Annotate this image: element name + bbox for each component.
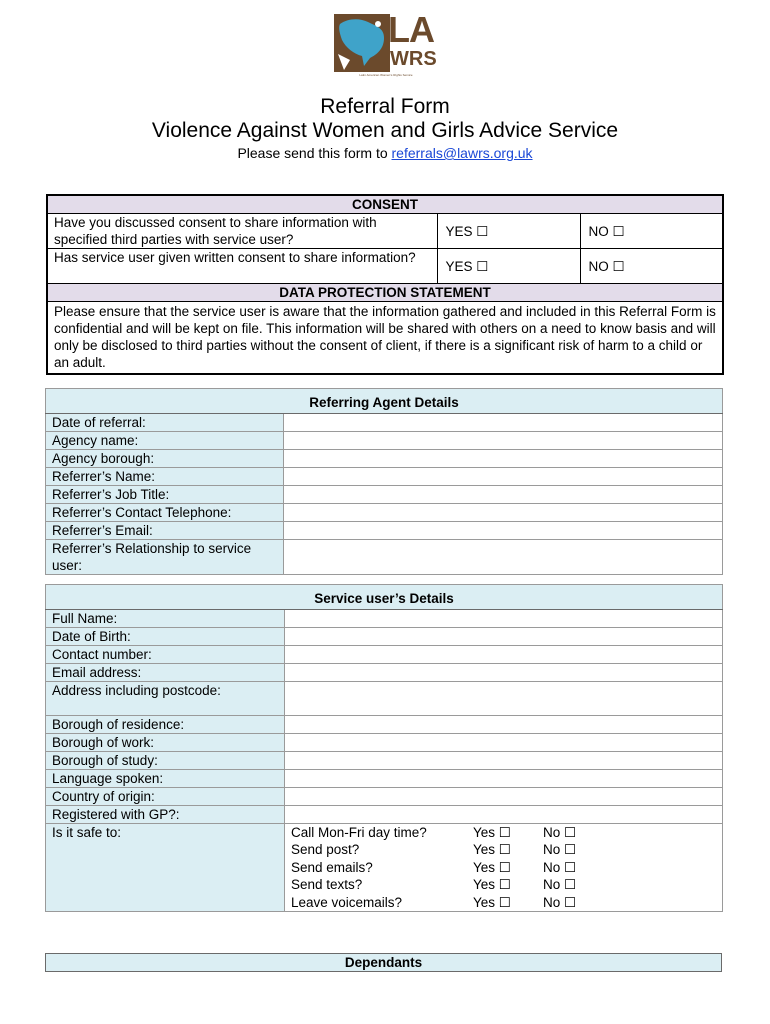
safe-option-label: Send post? — [291, 842, 360, 858]
agency-borough-input[interactable] — [284, 450, 723, 468]
data-protection-heading: DATA PROTECTION STATEMENT — [47, 284, 723, 302]
safe-post-no-checkbox[interactable]: No ☐ — [543, 842, 577, 858]
agency-name-input[interactable] — [284, 432, 723, 450]
safe-call-yes-checkbox[interactable]: Yes ☐ — [473, 825, 511, 840]
country-origin-input[interactable] — [285, 788, 723, 806]
safe-texts-yes-checkbox[interactable]: Yes ☐ — [473, 877, 511, 893]
field-label-full-name: Full Name: — [46, 610, 285, 628]
email-address-input[interactable] — [285, 664, 723, 682]
field-label-address: Address including postcode: — [46, 682, 285, 716]
field-label-referrer-name: Referrer’s Name: — [46, 468, 284, 486]
referrer-telephone-input[interactable] — [284, 504, 723, 522]
referrer-job-title-input[interactable] — [284, 486, 723, 504]
safe-voicemail-no-checkbox[interactable]: No ☐ — [543, 894, 577, 910]
logo-tagline: Latin American Women's Rights Service — [359, 73, 413, 77]
field-label-email-address: Email address: — [46, 664, 285, 682]
referrer-name-input[interactable] — [284, 468, 723, 486]
safe-emails-yes-checkbox[interactable]: Yes ☐ — [473, 859, 511, 875]
referrer-email-input[interactable] — [284, 522, 723, 540]
safe-option-label: Leave voicemails? — [291, 894, 403, 910]
consent-q1-yes-checkbox[interactable]: YES ☐ — [437, 214, 580, 249]
registered-gp-input[interactable] — [285, 806, 723, 824]
field-label-country-origin: Country of origin: — [46, 788, 285, 806]
field-label-date-of-birth: Date of Birth: — [46, 628, 285, 646]
address-input[interactable] — [285, 682, 723, 716]
consent-table — [46, 194, 724, 375]
referrer-relationship-input[interactable] — [284, 540, 723, 575]
language-input[interactable] — [285, 770, 723, 788]
safe-post-yes-checkbox[interactable]: Yes ☐ — [473, 842, 511, 858]
consent-question-2: Has service user given written consent to share information? — [47, 249, 437, 284]
dependants-table — [45, 953, 722, 972]
date-of-birth-input[interactable] — [285, 628, 723, 646]
send-instruction — [0, 144, 770, 162]
safe-option-label: Call Mon-Fri day time? — [291, 825, 427, 840]
consent-question-1: Have you discussed consent to share information with specified third parties with service user? — [47, 214, 437, 249]
field-label-registered-gp: Registered with GP?: — [46, 806, 285, 824]
field-label-referrer-email: Referrer’s Email: — [46, 522, 284, 540]
safe-contact-options — [285, 824, 723, 912]
full-name-input[interactable] — [285, 610, 723, 628]
safe-call-no-checkbox[interactable]: No ☐ — [543, 825, 577, 840]
logo-emblem-icon — [334, 14, 390, 72]
field-label-agency-name: Agency name: — [46, 432, 284, 450]
safe-emails-no-checkbox[interactable]: No ☐ — [543, 859, 577, 875]
referring-agent-table — [45, 388, 723, 575]
borough-residence-input[interactable] — [285, 716, 723, 734]
field-label-borough-study: Borough of study: — [46, 752, 285, 770]
safe-texts-no-checkbox[interactable]: No ☐ — [543, 877, 577, 893]
field-label-referrer-job-title: Referrer’s Job Title: — [46, 486, 284, 504]
consent-heading: CONSENT — [47, 195, 723, 214]
safe-option-label: Send emails? — [291, 859, 373, 875]
field-label-referrer-relationship: Referrer’s Relationship to service user: — [46, 540, 284, 575]
service-user-table — [45, 584, 723, 912]
field-label-language: Language spoken: — [46, 770, 285, 788]
field-label-borough-work: Borough of work: — [46, 734, 285, 752]
send-prefix: Please send this form to — [237, 145, 392, 161]
consent-q2-yes-checkbox[interactable]: YES ☐ — [437, 249, 580, 284]
field-label-is-it-safe: Is it safe to: — [46, 824, 285, 912]
safe-voicemail-yes-checkbox[interactable]: Yes ☐ — [473, 894, 511, 910]
borough-study-input[interactable] — [285, 752, 723, 770]
field-label-referrer-telephone: Referrer’s Contact Telephone: — [46, 504, 284, 522]
field-label-agency-borough: Agency borough: — [46, 450, 284, 468]
data-protection-statement: Please ensure that the service user is aware that the information gathered and included in this Referral Form is confidential and will be kept on file. This information will be shared with others on a need to know basis and will only be disclosed to third parties without the consent of client, if there is a significant risk of harm to a child or an adult. — [47, 302, 723, 375]
page-title: Referral Form — [320, 95, 450, 118]
dependants-heading: Dependants — [46, 954, 722, 972]
safe-option-label: Send texts? — [291, 877, 363, 893]
lawrs-logo — [330, 9, 442, 92]
field-label-contact-number: Contact number: — [46, 646, 285, 664]
field-label-date-of-referral: Date of referral: — [46, 414, 284, 432]
date-of-referral-input[interactable] — [284, 414, 723, 432]
contact-number-input[interactable] — [285, 646, 723, 664]
referral-email-link[interactable]: referrals@lawrs.org.uk — [391, 145, 533, 161]
referring-agent-heading: Referring Agent Details — [46, 389, 723, 414]
logo-text-la: LA — [388, 9, 434, 50]
field-label-borough-residence: Borough of residence: — [46, 716, 285, 734]
consent-q2-no-checkbox[interactable]: NO ☐ — [580, 249, 723, 284]
consent-q1-no-checkbox[interactable]: NO ☐ — [580, 214, 723, 249]
page-subtitle: Violence Against Women and Girls Advice Service — [151, 119, 619, 142]
logo-text-wrs: WRS — [390, 48, 437, 70]
borough-work-input[interactable] — [285, 734, 723, 752]
service-user-heading: Service user’s Details — [46, 585, 723, 610]
